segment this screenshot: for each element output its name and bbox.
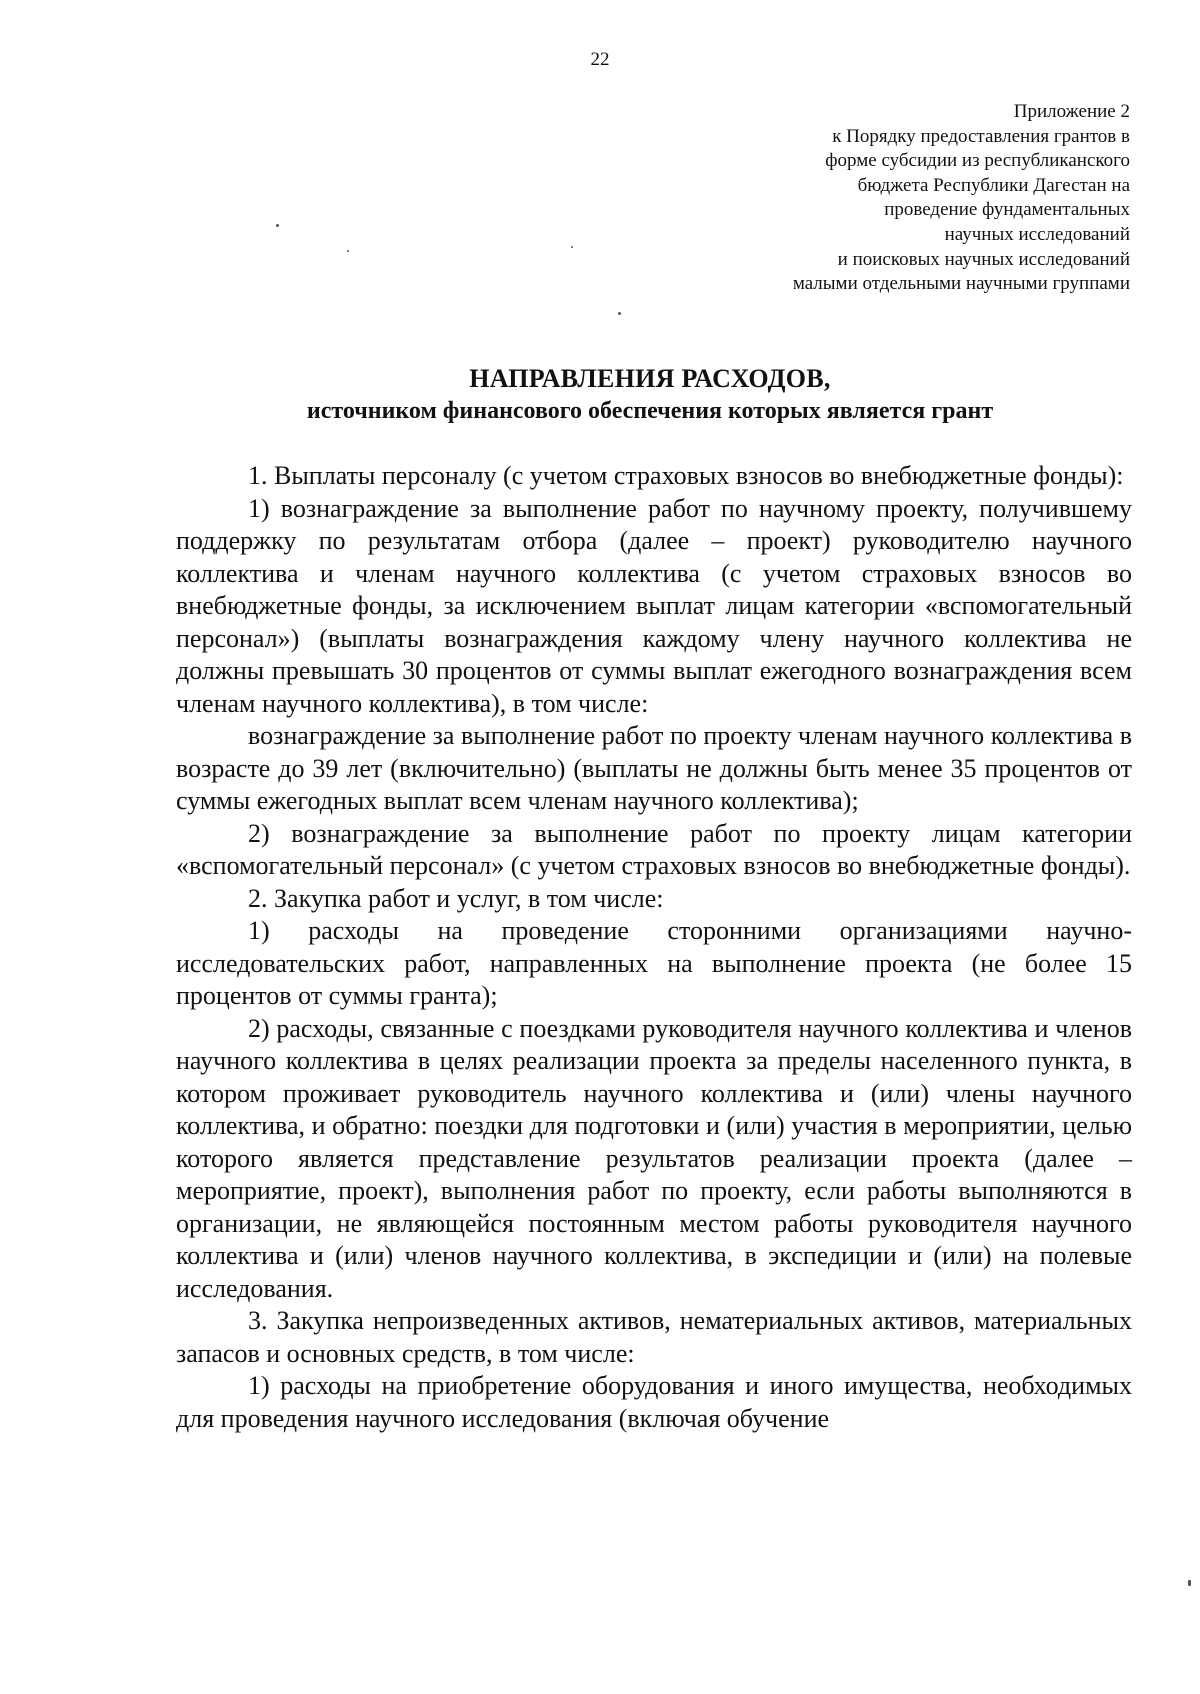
paragraph: 2. Закупка работ и услуг, в том числе: <box>248 883 664 913</box>
paragraph: 1) расходы на приобретение оборудования и иного имущества, необходимых для проведения научного исследования (включая обучение <box>176 1371 1132 1433</box>
document-title: НАПРАВЛЕНИЯ РАСХОДОВ, <box>469 364 831 393</box>
paragraph: 2) расходы, связанные с поездками руководителя научного коллектива и членов научного коллектива в целях реализации проекта за пределы населенного пункта, в котором проживает руководитель научного коллектива и (или) члены научного коллектива, и обратно: поездки для подготовки и (или) участия в мероприятии, целью которого является представление результатов реализации проекта (далее – мероприятие, проект), выполнения работ по проекту, если работы выполняются в организации, не являющейся постоянным местом работы руководителя научного коллектива и (или) членов научного коллектива, в экспедиции и (или) на полевые исследования. <box>176 1013 1132 1303</box>
scan-speck <box>276 224 279 227</box>
scan-speck <box>618 312 621 315</box>
scan-speck <box>571 246 573 248</box>
document-body <box>176 460 1132 1435</box>
appendix-line: форме субсидии из республиканского <box>825 150 1130 172</box>
page-number: 22 <box>590 49 610 70</box>
paragraph: 1. Выплаты персоналу (с учетом страховых взносов во внебюджетные фонды): <box>248 461 1124 490</box>
paragraph: 1) расходы на проведение сторонними организациями научно-исследовательских работ, направленных на выполнение проекта (не более 15 процентов от суммы гранта); <box>176 916 1132 1010</box>
document-subtitle: источником финансового обеспечения которых является грант <box>306 398 994 424</box>
document-title-block <box>170 363 1130 427</box>
appendix-line: научных исследований <box>944 223 1130 245</box>
appendix-header <box>570 100 1130 297</box>
appendix-line: Приложение 2 <box>1013 101 1130 122</box>
paragraph: 1) вознаграждение за выполнение работ по научному проекту, получившему поддержку по результатам отбора (далее – проект) руководителю научного коллектива и членам научного коллектива (с учетом страховых взносов во внебюджетные фонды, за исключением выплат лицам категории «вспомогательный персонал») (выплаты вознаграждения каждому члену научного коллектива не должны превышать 30 процентов от суммы выплат ежегодного вознаграждения всем членам научного коллектива), в том числе: <box>176 493 1132 718</box>
paragraph: 3. Закупка непроизведенных активов, нематериальных активов, материальных запасов и основных средств, в том числе: <box>176 1306 1132 1368</box>
appendix-line: малыми отдельными научными группами <box>792 273 1130 295</box>
appendix-line: к Порядку предоставления грантов в <box>832 125 1130 147</box>
paragraph: вознаграждение за выполнение работ по проекту членам научного коллектива в возрасте до 39 лет (включительно) (выплаты не должны быть менее 35 процентов от суммы ежегодных выплат всем членам научного коллектива); <box>176 721 1132 815</box>
appendix-line: бюджета Республики Дагестан на <box>857 174 1130 196</box>
paragraph: 2) вознаграждение за выполнение работ по проекту лицам категории «вспомогательный персонал» (с учетом страховых взносов во внебюджетные фонды). <box>176 818 1132 880</box>
scan-speck <box>347 250 349 252</box>
appendix-line: проведение фундаментальных <box>884 199 1130 221</box>
appendix-line: и поисковых научных исследований <box>837 248 1130 270</box>
scan-speck <box>1188 1580 1191 1586</box>
